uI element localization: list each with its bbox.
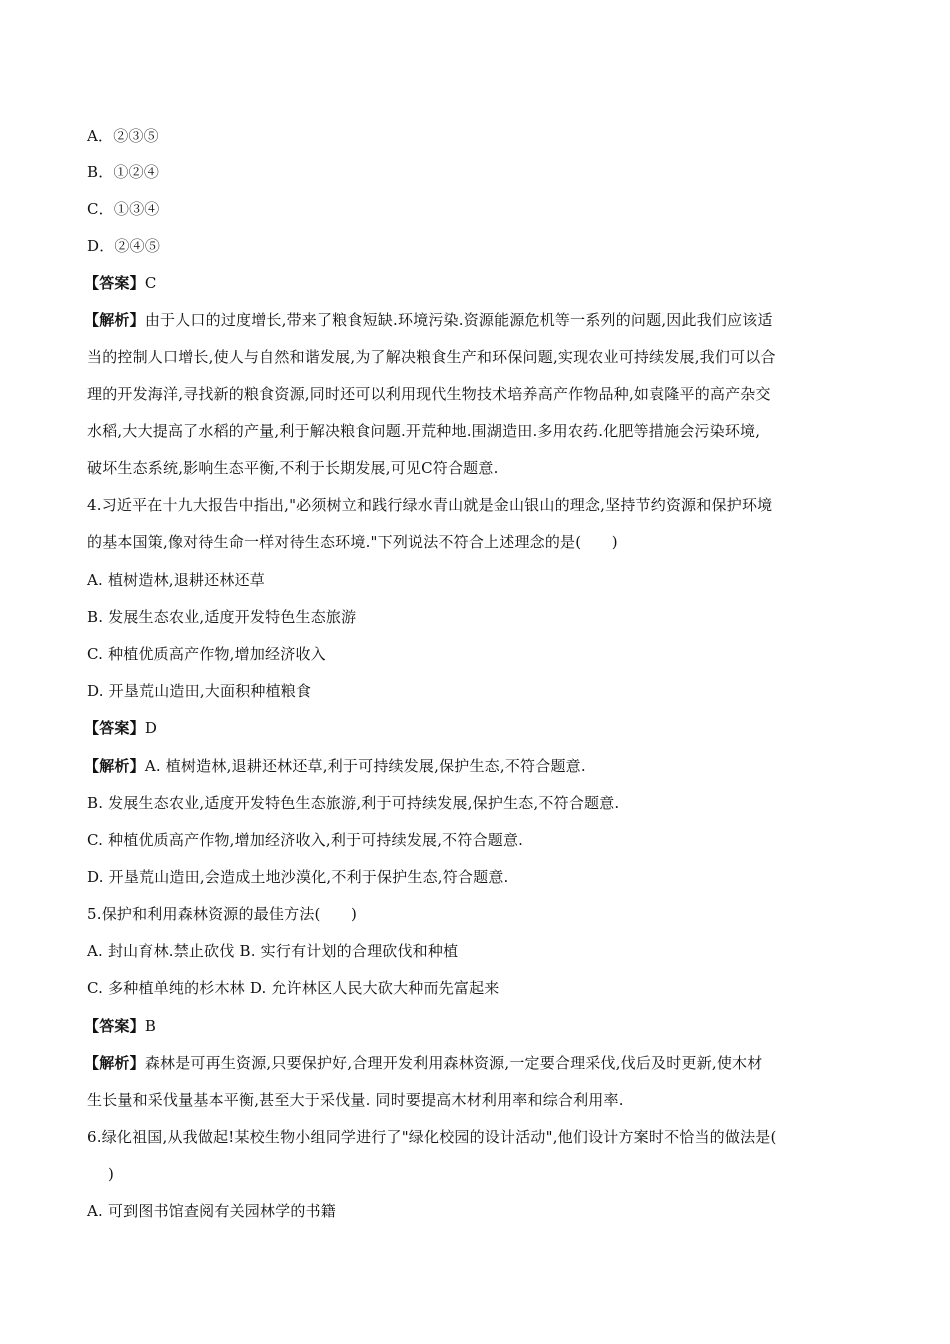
q6-stem-line-2: )	[108, 1165, 115, 1183]
q4-analysis-line-1	[84, 756, 586, 776]
q5-analysis-text-1: 森林是可再生资源,只要保护好,合理开发利用森林资源,一定要合理采伐,伐后及时更新,使木材	[144, 1054, 763, 1072]
q3-option-a: A．②③⑤	[87, 127, 159, 145]
q4-stem-line-1: 4.习近平在十九大报告中指出,"必须树立和践行绿水青山就是金山银山的理念,坚持节约资源和保护环境	[87, 496, 773, 514]
q4-option-b: B. 发展生态农业,适度开发特色生态旅游	[87, 608, 357, 626]
q3-analysis-tag: 【解析】	[84, 311, 145, 329]
q4-analysis-tag: 【解析】	[84, 757, 145, 775]
q4-answer-tag: 【答案】	[84, 719, 145, 737]
q3-option-d: D．②④⑤	[87, 237, 161, 255]
q5-analysis-line-1	[84, 1053, 762, 1073]
q3-analysis-line-3: 理的开发海洋,寻找新的粮食资源,同时还可以利用现代生物技术培养高产作物品种,如袁隆平的高产杂交	[87, 385, 771, 403]
q5-analysis-line-2: 生长量和采伐量基本平衡,甚至大于采伐量. 同时要提高木材利用率和综合利用率.	[87, 1091, 624, 1109]
q3-analysis-line-5: 破坏生态系统,影响生态平衡,不利于长期发展,可见C符合题意.	[87, 459, 499, 477]
q4-answer-value: D	[144, 719, 158, 737]
q3-analysis-line-2: 当的控制人口增长,使人与自然和谐发展,为了解决粮食生产和环保问题,实现农业可持续发展,我们可以合	[87, 348, 776, 366]
q5-stem: 5.保护和利用森林资源的最佳方法( )	[87, 905, 358, 923]
q3-option-b: B．①②④	[87, 163, 160, 181]
q5-answer-value: B	[144, 1017, 157, 1035]
q5-answer-tag: 【答案】	[84, 1017, 145, 1035]
q4-option-a: A. 植树造林,退耕还林还草	[87, 571, 265, 589]
q6-stem-line-1: 6.绿化祖国,从我做起!某校生物小组同学进行了"绿化校园的设计活动",他们设计方案时不恰当的做法是(	[87, 1128, 777, 1146]
q3-analysis-line-1	[84, 310, 773, 330]
q4-analysis-line-2: B. 发展生态农业,适度开发特色生态旅游,利于可持续发展,保护生态,不符合题意.	[87, 794, 620, 812]
q3-answer-tag: 【答案】	[84, 274, 145, 292]
q4-analysis-line-4: D. 开垦荒山造田,会造成土地沙漠化,不利于保护生态,符合题意.	[87, 868, 509, 886]
q3-answer-value: C	[144, 274, 157, 292]
q4-stem-line-2: 的基本国策,像对待生命一样对待生态环境."下列说法不符合上述理念的是( )	[87, 533, 618, 551]
q4-answer-line	[84, 718, 157, 738]
q3-answer-line	[84, 273, 157, 293]
q4-option-d: D. 开垦荒山造田,大面积种植粮食	[87, 682, 312, 700]
q3-analysis-line-4: 水稻,大大提高了水稻的产量,利于解决粮食问题.开荒种地.围湖造田.多用农药.化肥等措施会污染环境,	[87, 422, 761, 440]
q4-analysis-line-3: C. 种植优质高产作物,增加经济收入,利于可持续发展,不符合题意.	[87, 831, 524, 849]
q5-options-row-2: C. 多种植单纯的杉木林 D. 允许林区人民大砍大种而先富起来	[87, 979, 500, 997]
q6-option-a: A. 可到图书馆查阅有关园林学的书籍	[87, 1202, 336, 1220]
q5-options-row-1: A. 封山育林.禁止砍伐 B. 实行有计划的合理砍伐和种植	[87, 942, 459, 960]
q3-option-c: C．①③④	[87, 200, 160, 218]
q4-option-c: C. 种植优质高产作物,增加经济收入	[87, 645, 326, 663]
q5-analysis-tag: 【解析】	[84, 1054, 145, 1072]
q5-answer-line	[84, 1016, 156, 1036]
q3-analysis-text-1: 由于人口的过度增长,带来了粮食短缺.环境污染.资源能源危机等一系列的问题,因此我们应该适	[144, 311, 773, 329]
q4-analysis-text-1: A. 植树造林,退耕还林还草,利于可持续发展,保护生态,不符合题意.	[144, 757, 586, 775]
